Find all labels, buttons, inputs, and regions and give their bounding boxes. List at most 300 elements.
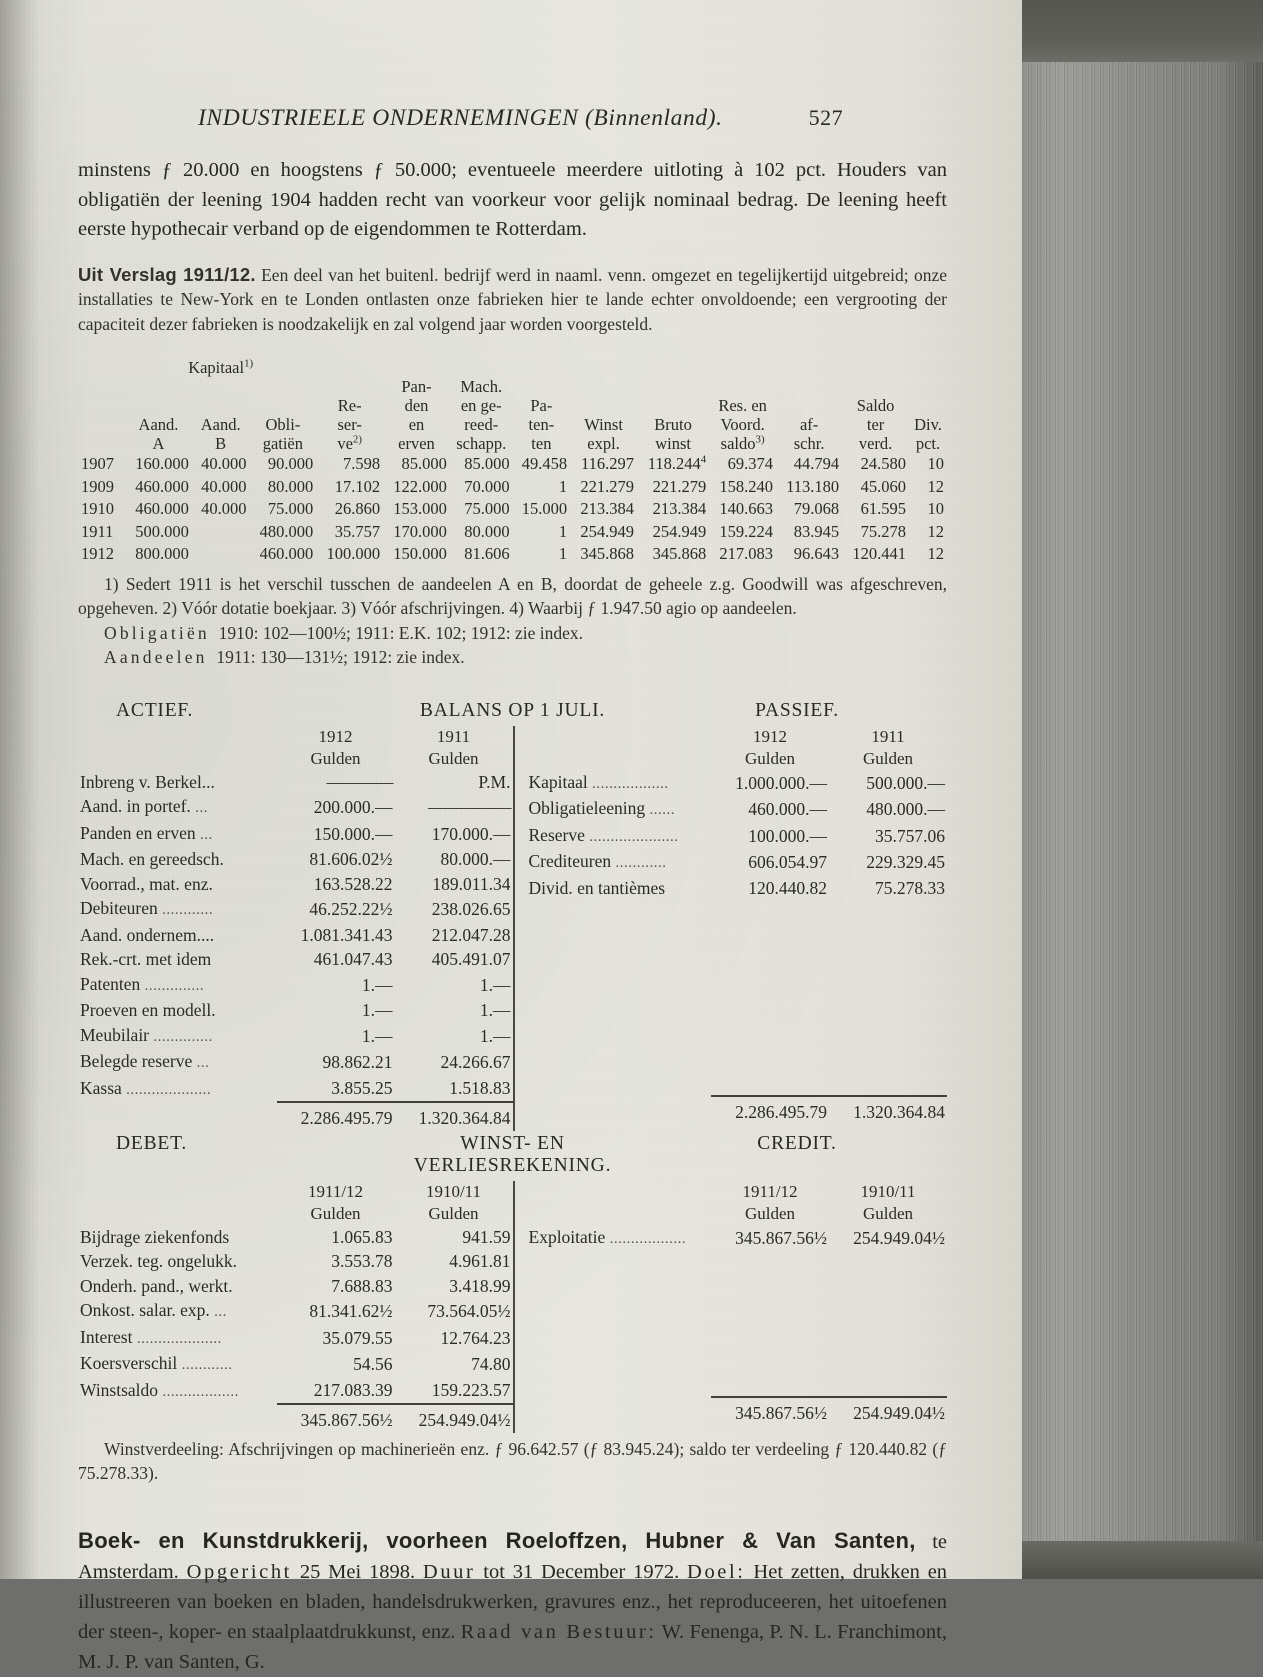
founded-date: 25 Mei 1898. <box>299 1560 416 1583</box>
liabilities-row <box>527 823 948 850</box>
stat-cell: 460.000 <box>259 544 314 563</box>
stat-header-l1-col3 <box>249 377 316 396</box>
stat-header-l1-col6: Mach. <box>460 377 503 396</box>
obligatien-value: 1910: 102—100½; 1911: E.K. 102; 1912: zie index. <box>218 622 584 643</box>
duration-label: Duur <box>422 1560 476 1583</box>
stat-cell: 40.000 <box>201 499 247 518</box>
stat-cell: 213.384 <box>652 499 707 518</box>
assets-table-body <box>78 770 513 1103</box>
assets-row-value-2: 1.— <box>479 974 511 995</box>
stat-cell: 85.000 <box>401 454 447 473</box>
stat-cell: 40.000 <box>201 454 247 473</box>
liabilities-row <box>527 796 948 823</box>
stat-header-l4-col11: schr. <box>793 434 825 453</box>
assets-row-value-1: ———— <box>326 771 393 792</box>
liabilities-row <box>527 876 948 901</box>
stat-row-year: 1911 <box>81 521 114 541</box>
debit-row-value-2: 74.80 <box>471 1354 511 1374</box>
stat-cell: 83.945 <box>793 521 840 541</box>
stat-header-l4-col4: $ve^{2)}$ <box>337 433 362 453</box>
stat-header-l1-col12 <box>842 377 909 396</box>
header-row-group <box>78 358 947 377</box>
stat-header-l2-col7: Pa- <box>530 396 553 415</box>
stat-cell: 49.458 <box>521 454 568 473</box>
debit-row <box>78 1249 513 1274</box>
liabilities-spacer-row <box>527 974 948 999</box>
leader-dots: ............ <box>181 1357 233 1373</box>
assets-total-row <box>78 1106 513 1131</box>
stat-header-l2-col3 <box>249 396 316 415</box>
stat-cell: 1 <box>558 476 568 496</box>
stat-header-l1-col1 <box>125 377 192 396</box>
stat-header-footnote-marker: 3) <box>755 433 765 446</box>
debit-row-label: Verzek. teg. ongelukk. <box>80 1251 237 1271</box>
stat-cell: 75.000 <box>267 499 314 518</box>
header-row-2 <box>78 396 947 415</box>
assets-col2-currency: Gulden <box>428 748 479 768</box>
assets-row <box>78 821 513 848</box>
founded-label: Opgericht <box>186 1560 292 1583</box>
assets-row <box>78 1049 513 1076</box>
debit-row <box>78 1274 513 1299</box>
liabilities-spacer-row <box>527 998 948 1023</box>
stat-cell: 100.000 <box>326 544 381 563</box>
stat-header-l1-col11 <box>776 377 842 396</box>
balance-actief-title: ACTIEF. <box>116 699 194 721</box>
credit-year-row <box>527 1181 948 1203</box>
balance-passief-title: PASSIEF. <box>755 699 839 721</box>
stat-header-footnote-marker: 2) <box>352 433 362 446</box>
assets-row-value-2: 1.— <box>479 1000 511 1020</box>
assets-row-label: Meubilair .............. <box>80 1024 213 1045</box>
verslag-paragraph <box>78 263 947 337</box>
debit-row-value-1: 54.56 <box>353 1354 393 1374</box>
debit-row-label: Interest .................... <box>80 1326 222 1347</box>
profit-loss-titles <box>78 1133 947 1177</box>
balance-assets-side <box>78 726 513 1131</box>
leader-dots: ... <box>214 1304 227 1320</box>
credit-row-value-2: 254.949.04½ <box>853 1227 945 1248</box>
stat-cell: 460.000 <box>135 476 189 496</box>
assets-row-label: Rek.-crt. met idem <box>80 949 212 969</box>
credit-row-value-1: 345.867.56½ <box>735 1227 827 1248</box>
credit-col1-currency: Gulden <box>744 1203 796 1223</box>
leader-dots: ............ <box>162 902 214 918</box>
debit-row-value-2: 73.564.05½ <box>427 1301 511 1321</box>
stat-header-l3-col0 <box>78 415 125 434</box>
stat-row-year: 1907 <box>81 454 114 473</box>
balance-center-title: BALANS OP 1 JULI. <box>419 699 606 721</box>
leader-dots: .................. <box>592 775 669 792</box>
company-entry <box>78 1526 947 1677</box>
liabilities-year-row <box>527 726 948 748</box>
assets-row-value-2: 405.491.07 <box>431 949 511 969</box>
header-row-1 <box>78 377 947 396</box>
stat-header-l1-col4 <box>316 377 383 396</box>
kapitaal-footnote-marker: 1) <box>244 357 254 370</box>
board-members: W. Fenenga, P. N. L. Franchimont, M. J. P. van Santen, G. <box>78 1620 947 1673</box>
stat-cell: 113.180 <box>786 476 840 496</box>
assets-table <box>78 726 513 1131</box>
stat-cell: 160.000 <box>135 454 189 473</box>
stat-header-l3-col3: Obli- <box>265 415 301 434</box>
stat-cell: 159.224 <box>719 521 774 541</box>
assets-row <box>78 872 513 897</box>
assets-row <box>78 972 513 999</box>
stat-cell <box>192 543 250 566</box>
verslag-label: Uit Verslag 1911/12. <box>78 263 256 285</box>
stat-header-l4-col12: verd. <box>858 434 893 453</box>
stat-row <box>78 453 947 476</box>
liabilities-spacer-row <box>527 949 948 974</box>
stat-header-l2-col13 <box>909 396 947 415</box>
liabilities-col2-currency: Gulden <box>862 748 914 768</box>
assets-row <box>78 1076 513 1103</box>
stat-header-l4-col5: erven <box>398 434 435 453</box>
assets-row-value-2: 80.000.— <box>440 849 511 869</box>
credit-total-1910-11: 254.949.04½ <box>853 1403 945 1423</box>
credit-total-row <box>527 1401 948 1426</box>
stat-cell: 140.663 <box>719 499 774 518</box>
assets-row-label: Belegde reserve ... <box>80 1051 210 1071</box>
assets-row-value-2: ————— <box>428 797 511 817</box>
liabilities-col1-year: 1912 <box>753 726 787 746</box>
assets-total-1912: 2.286.495.79 <box>300 1108 393 1128</box>
credit-col1-year: 1911/12 <box>742 1181 798 1201</box>
stat-header-l2-col12: Saldo <box>856 396 895 415</box>
stat-header-l1-col8 <box>570 377 637 396</box>
header-row-4 <box>78 434 947 453</box>
footnotes-block <box>78 572 947 670</box>
credit-col2-year: 1910/11 <box>860 1181 916 1201</box>
stat-cell: 81.606 <box>464 544 510 563</box>
header-row-3 <box>78 415 947 434</box>
credit-table-body <box>527 1225 948 1252</box>
liabilities-row-label: Kapitaal .................. <box>528 771 669 792</box>
credit-total-1911-12: 345.867.56½ <box>735 1403 827 1423</box>
debit-row-value-1: 81.341.62½ <box>309 1301 393 1321</box>
leader-dots: .............. <box>153 1028 213 1045</box>
stat-header-l2-col2 <box>192 396 250 415</box>
stat-cell: 70.000 <box>464 476 510 496</box>
assets-table-foot <box>78 1102 513 1131</box>
running-head <box>198 0 947 132</box>
leader-dots: ... <box>200 826 213 843</box>
stat-header-l1-col13 <box>909 377 947 396</box>
profit-loss-block <box>78 1133 947 1486</box>
debit-year-row <box>78 1181 513 1203</box>
stat-cell: 345.868 <box>580 544 634 563</box>
stat-cell: 40.000 <box>201 476 247 496</box>
stat-row <box>78 476 947 499</box>
stat-cell: 213.384 <box>580 499 634 518</box>
stat-header-l3-col13: Div. <box>914 415 942 434</box>
stat-cell: 170.000 <box>393 521 447 541</box>
stat-header-l3-col11: af- <box>799 415 819 434</box>
liabilities-table-foot <box>527 1096 948 1125</box>
stat-cell: 150.000 <box>393 544 447 563</box>
liabilities-table <box>527 726 948 1125</box>
stat-cell-footnote-marker: 4 <box>700 453 707 466</box>
stat-header-l3-col8: Winst <box>584 415 623 434</box>
assets-row-value-1: 46.252.22½ <box>309 899 393 919</box>
assets-row-label: Aand. ondernem.... <box>80 924 215 945</box>
stat-header-l4-col7: ten <box>531 434 552 453</box>
liabilities-col2-year: 1911 <box>871 726 905 746</box>
statistics-table-head <box>78 358 947 453</box>
debit-row <box>78 1351 513 1378</box>
pl-center-title: WINST- EN VERLIESREKENING. <box>413 1132 612 1176</box>
debit-col2-currency: Gulden <box>428 1203 479 1223</box>
stat-header-l1-col0 <box>78 377 125 396</box>
debit-row-value-1: 1.065.83 <box>331 1226 393 1247</box>
stat-header-l3-col1: Aand. <box>138 415 179 434</box>
debit-row-label: Bijdrage ziekenfonds <box>80 1226 230 1247</box>
assets-row-label: Proeven en modell. <box>80 1000 216 1020</box>
assets-row-value-1: 3.855.25 <box>331 1078 393 1098</box>
debit-row-value-1: 7.688.83 <box>331 1275 393 1296</box>
debit-col1-year: 1911/12 <box>307 1181 364 1201</box>
profit-loss-grid <box>78 1181 947 1433</box>
aandeelen-line <box>78 645 947 670</box>
assets-row <box>78 947 513 972</box>
assets-row <box>78 923 513 948</box>
debit-row-label: Onderh. pand., werkt. <box>80 1275 233 1296</box>
stat-header-l2-col11 <box>776 396 842 415</box>
stat-cell: 79.068 <box>793 499 840 518</box>
debit-currency-row <box>78 1203 513 1225</box>
liabilities-row-value-1: 1.000.000.— <box>735 772 827 793</box>
stat-header-l2-col8 <box>570 396 637 415</box>
kapitaal-label: Kapitaal <box>188 358 245 377</box>
liabilities-row <box>527 849 948 876</box>
credit-table <box>527 1181 948 1426</box>
stat-header-l2-col5: den <box>404 396 429 415</box>
assets-row <box>78 1023 513 1050</box>
stat-header-l2-col6: en ge- <box>460 396 502 415</box>
debit-row-value-1: 217.083.39 <box>313 1380 393 1400</box>
credit-row <box>527 1225 948 1252</box>
assets-row-value-2: 238.026.65 <box>431 899 511 919</box>
pl-credit-title: CREDIT. <box>757 1132 837 1154</box>
liabilities-table-head <box>527 726 948 770</box>
stat-cell: 75.000 <box>464 499 510 518</box>
liabilities-row-value-2: 35.757.06 <box>875 825 945 846</box>
liabilities-row-value-2: 480.000.— <box>866 799 945 819</box>
stat-cell: 17.102 <box>334 476 381 496</box>
stat-cell: 10 <box>927 454 944 473</box>
assets-row-label: Panden en erven ... <box>80 822 213 843</box>
assets-col1-year: 1912 <box>318 726 353 746</box>
debit-row-value-2: 159.223.57 <box>431 1380 511 1400</box>
assets-row <box>78 847 513 872</box>
pl-debet-title: DEBET. <box>116 1132 188 1154</box>
stat-header-l2-col9 <box>637 396 709 415</box>
stat-header-l4-col2: B <box>215 434 227 453</box>
stat-cell: 345.868 <box>652 544 707 563</box>
stat-header-l3-col12: ter <box>866 415 885 434</box>
balance-sheet-titles <box>78 700 947 722</box>
stat-header-l2-col0 <box>78 396 125 415</box>
aandeelen-value: 1911: 130—131½; 1912: zie index. <box>216 647 465 667</box>
assets-row-value-1: 81.606.02½ <box>309 849 393 869</box>
stat-header-l1-col7 <box>513 377 571 396</box>
stat-cell: 45.060 <box>860 476 906 496</box>
pl-debit-side <box>78 1181 513 1433</box>
assets-total-1911: 1.320.364.84 <box>418 1108 511 1128</box>
credit-spacer-row <box>527 1251 948 1397</box>
assets-row <box>78 770 513 795</box>
stat-cell: 1 <box>558 544 568 563</box>
stat-header-l4-col3: gatiën <box>262 434 304 453</box>
debit-row <box>78 1325 513 1352</box>
stat-header-l1-col5: Pan- <box>401 377 432 396</box>
liabilities-row-label: Divid. en tantièmes <box>528 877 666 898</box>
liabilities-total-row <box>527 1100 948 1125</box>
assets-row-value-1: 150.000.— <box>313 823 393 844</box>
stat-cell: 12 <box>927 544 944 563</box>
liabilities-row-value-2: 75.278.33 <box>875 877 945 898</box>
liabilities-col1-currency: Gulden <box>744 748 796 768</box>
debit-row-label: Koersverschil ............ <box>80 1353 233 1373</box>
assets-currency-row <box>78 748 513 770</box>
stat-cell: 116.297 <box>580 454 634 473</box>
obligatien-line <box>78 621 947 646</box>
pl-credit-side <box>513 1181 948 1433</box>
stat-cell: 15.000 <box>521 499 568 518</box>
purpose-value: Het zetten, drukken en illustreeren van boeken en bladen, handelsdrukwerken, gravures enz., het reproduceeren, het uitoefenen der steen-, koper- en staalplaatdrukkunst, enz. <box>78 1560 948 1643</box>
stat-header-l2-col1 <box>125 396 192 415</box>
book-page-edge-texture <box>1000 0 1263 1579</box>
stat-header-l4-col0 <box>78 434 125 453</box>
credit-table-head <box>527 1181 948 1225</box>
stat-row <box>78 498 947 521</box>
assets-table-head <box>78 726 513 770</box>
stat-cell: 217.083 <box>719 544 774 563</box>
debit-table-foot <box>78 1404 513 1433</box>
assets-row-label: Debiteuren ............ <box>80 898 214 918</box>
debit-row-value-2: 941.59 <box>462 1226 511 1247</box>
liabilities-row-value-1: 606.054.97 <box>748 852 827 872</box>
stat-row <box>78 543 947 566</box>
liabilities-spacer-row <box>527 1023 948 1048</box>
stat-cell: 480.000 <box>259 521 314 541</box>
liabilities-row-label: Reserve ..................... <box>528 824 679 845</box>
assets-row-label: Voorrad., mat. enz. <box>80 873 213 894</box>
assets-row-value-1: 461.047.43 <box>313 949 393 969</box>
stat-cell: 24.580 <box>860 454 906 473</box>
leader-dots: ............ <box>615 855 667 871</box>
stat-row-year: 1910 <box>81 499 114 518</box>
stat-cell: 85.000 <box>464 454 510 473</box>
liabilities-row-value-1: 100.000.— <box>748 825 827 846</box>
debit-total-1910-11: 254.949.04½ <box>418 1410 511 1430</box>
liabilities-row-label: Obligatieleening ...... <box>528 798 676 818</box>
stat-cell: 96.643 <box>793 544 840 563</box>
liabilities-row-value-2: 500.000.— <box>866 772 945 793</box>
stat-cell: 80.000 <box>267 476 314 496</box>
stat-header-l3-col4: ser- <box>337 415 362 434</box>
stat-cell: 1 <box>558 521 568 541</box>
kapitaal-group-header <box>125 358 316 377</box>
stat-cell: 122.000 <box>393 476 447 496</box>
liabilities-spacer-row <box>527 925 948 950</box>
debit-total-row <box>78 1408 513 1433</box>
stat-cell: 80.000 <box>464 521 510 541</box>
stat-cell: 61.595 <box>860 499 906 518</box>
statistics-table <box>78 358 947 566</box>
stat-row-year: 1912 <box>81 544 114 563</box>
stat-cell: 35.757 <box>334 521 381 541</box>
stat-cell: 221.279 <box>580 476 634 496</box>
leader-dots: .................... <box>136 1330 222 1347</box>
stat-cell: 158.240 <box>719 476 774 496</box>
leader-dots: ... <box>196 1055 210 1071</box>
stat-cell: 10 <box>927 499 944 518</box>
liabilities-row-value-2: 229.329.45 <box>866 852 945 872</box>
stat-row <box>78 521 947 544</box>
stat-cell: 153.000 <box>393 499 447 518</box>
debit-row <box>78 1378 513 1405</box>
liabilities-total-1912: 2.286.495.79 <box>735 1102 827 1122</box>
liabilities-row <box>527 770 948 797</box>
stat-header-l3-col9: Bruto <box>654 415 692 434</box>
stat-cell: 254.949 <box>652 521 707 541</box>
duration-value: tot 31 December 1972. <box>483 1560 680 1583</box>
liabilities-currency-row <box>527 748 948 770</box>
stat-cell: 460.000 <box>135 499 189 518</box>
debit-row <box>78 1298 513 1325</box>
assets-row-value-2: 1.518.83 <box>449 1078 511 1098</box>
debit-table-head <box>78 1181 513 1225</box>
stat-cell: 118.244$^4$ <box>647 453 707 473</box>
debit-row <box>78 1225 513 1250</box>
assets-col1-currency: Gulden <box>310 748 361 768</box>
assets-row-value-2: 24.266.67 <box>440 1052 511 1072</box>
credit-currency-row <box>527 1203 948 1225</box>
statistics-table-body <box>78 453 947 566</box>
stat-cell: 44.794 <box>793 454 840 473</box>
credit-col2-currency: Gulden <box>862 1203 914 1223</box>
credit-row-label: Exploitatie .................. <box>528 1226 687 1247</box>
assets-row-value-2: 189.011.34 <box>432 873 511 894</box>
credit-table-foot <box>527 1251 948 1426</box>
stat-cell: 90.000 <box>267 454 314 473</box>
stat-header-l3-col7: ten- <box>528 415 555 434</box>
verslag-text: Een deel van het buitenl. bedrijf werd in naaml. venn. omgezet en tegelijkertijd uitgebreid; onze installaties te New-York en te Londen ontlasten onze fabrieken hier te lande echter onvoldoende; een vergrooting der capaciteit dezer fabrieken is noodzakelijk en zal volgend jaar worden voorgesteld. <box>78 264 947 334</box>
leader-dots: ... <box>195 800 208 816</box>
stat-row-year: 1909 <box>81 476 114 496</box>
liabilities-row-value-1: 460.000.— <box>748 799 827 819</box>
assets-row <box>78 998 513 1023</box>
assets-row-label: Inbreng v. Berkel... <box>80 771 215 792</box>
debit-table-body <box>78 1225 513 1405</box>
leader-dots: ..................... <box>589 828 679 845</box>
winstverdeeling-text: Winstverdeeling: Afschrijvingen op machinerieën enz. ƒ 96.642.57 (ƒ 83.945.24); saldo ter verdeeling ƒ 120.440.82 (ƒ 75.278.33). <box>78 1438 947 1483</box>
assets-row-value-1: 163.528.22 <box>313 873 393 894</box>
assets-row-label: Mach. en gereedsch. <box>80 849 224 869</box>
stat-header-l3-col5: en <box>408 415 425 434</box>
stat-cell: 26.860 <box>334 499 381 518</box>
balance-liabilities-side <box>513 726 948 1131</box>
stat-header-l4-col10: saldo$^{3)}$ <box>720 433 765 453</box>
assets-row-value-1: 1.081.341.43 <box>300 924 393 945</box>
liabilities-row-label: Crediteuren ............ <box>528 851 667 871</box>
running-head-title: INDUSTRIEELE ONDERNEMINGEN (Binnenland). <box>198 105 723 131</box>
stat-cell: 7.598 <box>342 454 381 473</box>
stat-cell: 120.441 <box>852 544 906 563</box>
assets-col2-year: 1911 <box>436 726 471 746</box>
